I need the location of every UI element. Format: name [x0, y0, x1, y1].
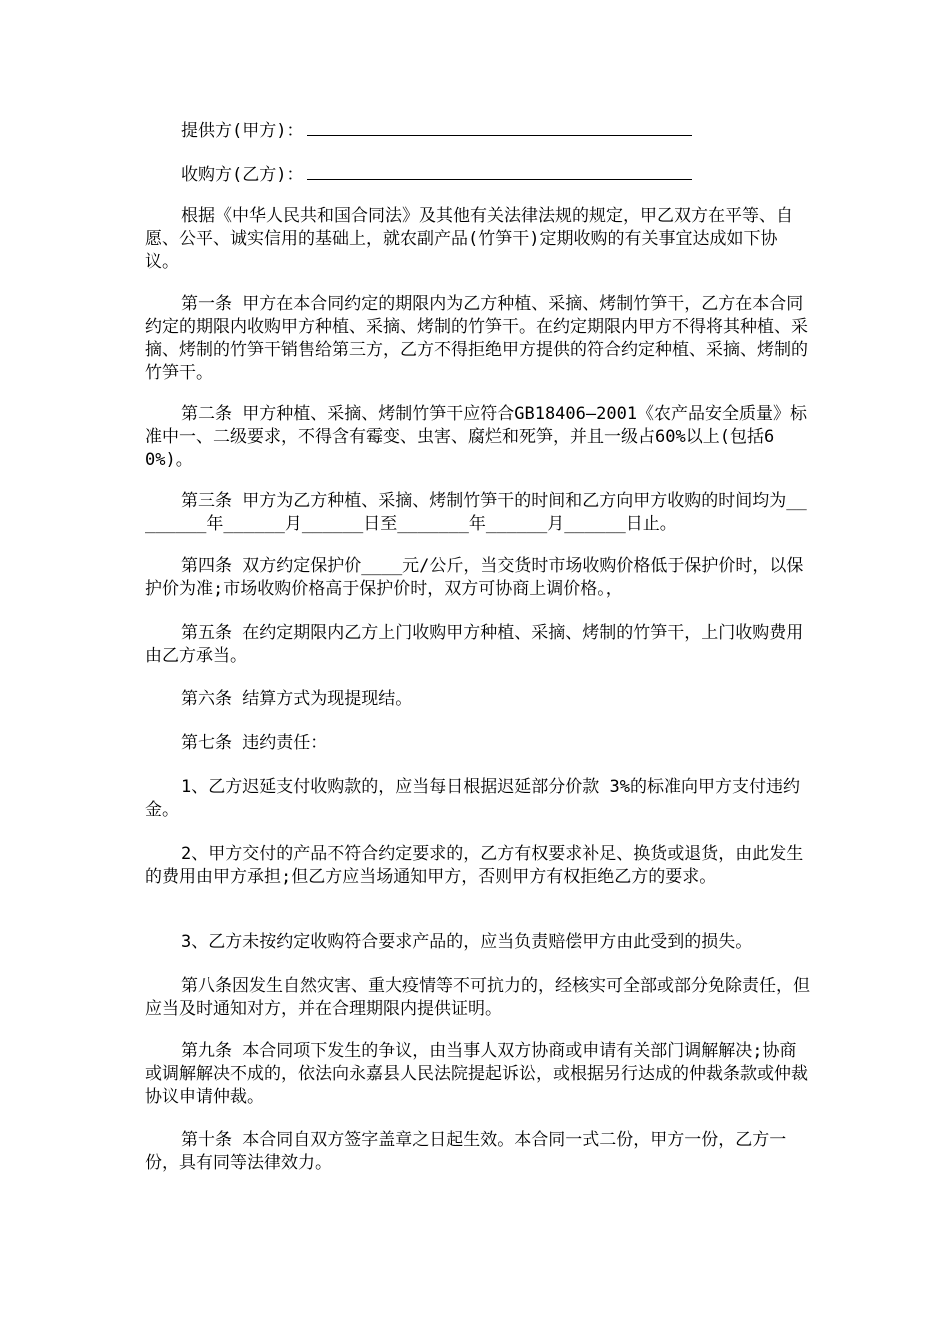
liability-item-3: 3、乙方未按约定收购符合要求产品的，应当负责赔偿甲方由此受到的损失。	[181, 932, 753, 952]
article-9: 第九条 本合同项下发生的争议，由当事人双方协商或申请有关部门调解解决;协商或调解解决不成的，依法向永嘉县人民法院提起诉讼，或根据另行达成的仲裁条款或仲裁协议申请仲裁。	[145, 1041, 808, 1107]
article-10: 第十条 本合同自双方签字盖章之日起生效。本合同一式二份，甲方一份，乙方一份，具有同等法律效力。	[145, 1130, 787, 1173]
liability-item-1: 1、乙方迟延支付收购款的，应当每日根据迟延部分价款 3%的标准向甲方支付违约金。	[145, 777, 800, 820]
article-5: 第五条 在约定期限内乙方上门收购甲方种植、采摘、烤制的竹笋干，上门收购费用由乙方承当。	[145, 623, 804, 666]
article-1: 第一条 甲方在本合同约定的期限内为乙方种植、采摘、烤制竹笋干，乙方在本合同约定的期限内收购甲方种植、采摘、烤制的竹笋干。在约定期限内甲方不得将其种植、采摘、烤制的竹笋干销售给第三方，乙方不得拒绝甲方提供的符合约定种植、采摘、烤制的竹笋干。	[145, 294, 808, 383]
article-4: 第四条 双方约定保护价____元/公斤，当交货时市场收购价格低于保护价时，以保护价为准;市场收购价格高于保护价时，双方可协商上调价格。，	[145, 556, 804, 599]
article-7: 第七条 违约责任：	[181, 733, 328, 753]
article-2: 第二条 甲方种植、采摘、烤制竹笋干应符合GB18406—2001《农产品安全质量》标准中一、二级要求，不得含有霉变、虫害、腐烂和死笋，并且一级占60%以上(包括60%)。	[145, 404, 808, 470]
article-6: 第六条 结算方式为现提现结。	[181, 689, 413, 709]
buyer-blank	[307, 161, 692, 180]
liability-item-2: 2、甲方交付的产品不符合约定要求的，乙方有权要求补足、换货或退货，由此发生的费用由甲方承担;但乙方应当场通知甲方，否则甲方有权拒绝乙方的要求。	[145, 844, 804, 887]
supplier-blank	[307, 117, 692, 136]
buyer-label: 收购方(乙方)：	[181, 165, 304, 185]
supplier-line	[181, 117, 692, 143]
article-3: 第三条 甲方为乙方种植、采摘、烤制竹笋干的时间和乙方向甲方收购的时间均为________年______月______日至_______年______月______日止。	[145, 491, 807, 534]
supplier-label: 提供方(甲方)：	[181, 121, 304, 141]
intro-paragraph: 根据《中华人民共和国合同法》及其他有关法律法规的规定，甲乙双方在平等、自愿、公平、诚实信用的基础上，就农副产品(竹笋干)定期收购的有关事宜达成如下协议。	[145, 206, 793, 272]
article-8: 第八条因发生自然灾害、重大疫情等不可抗力的，经核实可全部或部分免除责任，但应当及时通知对方，并在合理期限内提供证明。	[145, 976, 810, 1019]
buyer-line	[181, 161, 692, 187]
